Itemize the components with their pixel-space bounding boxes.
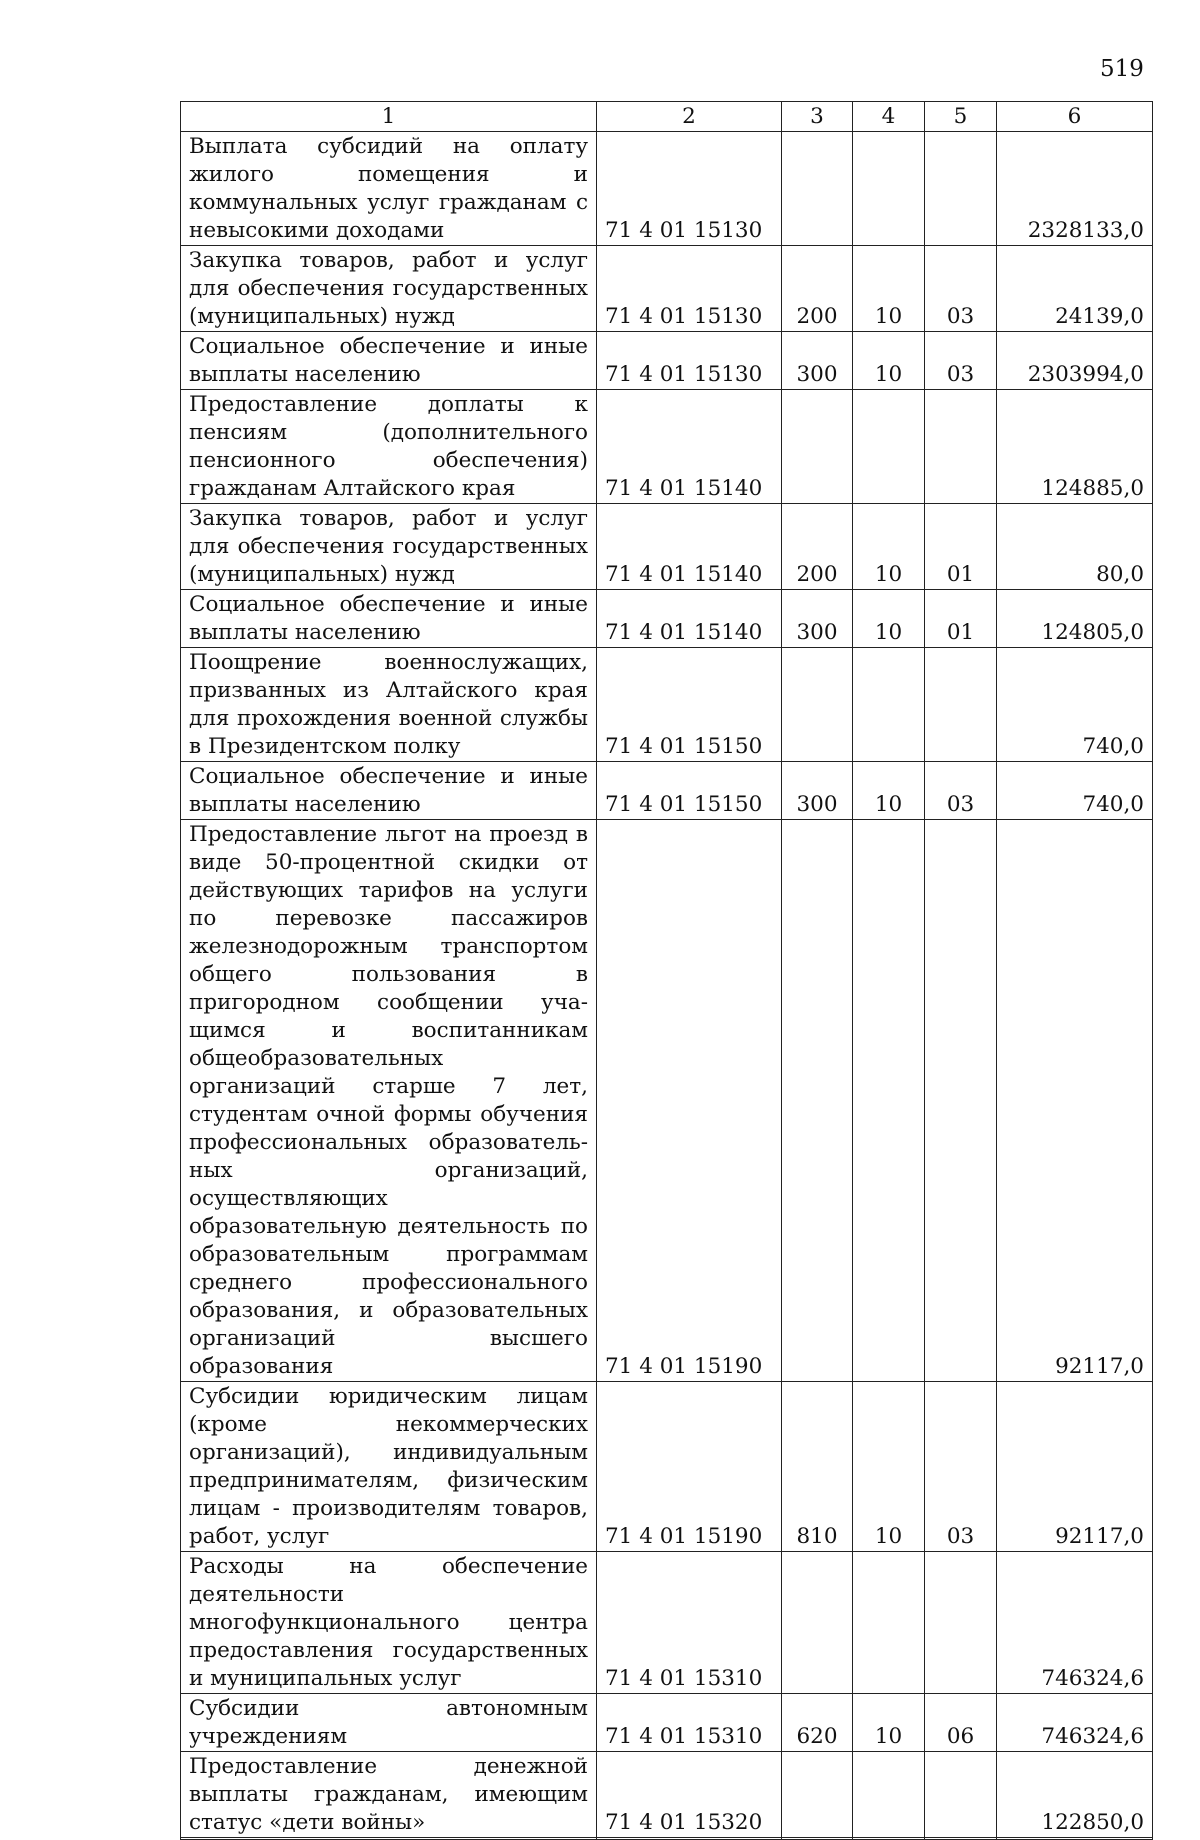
row-description: Выплата субсидий на оплату жилого помещения и коммунальных услуг гражданам с невысокими доходами [181, 132, 597, 246]
row-amount: 92117,0 [997, 1382, 1153, 1552]
row-expense-type [782, 648, 853, 762]
row-code: 71 4 01 15150 [597, 762, 782, 820]
row-description: Субсидии автономным учреждениям [181, 1694, 597, 1752]
column-header: 6 [997, 102, 1153, 132]
row-description: Поощрение военнослужащих, призванных из Алтайского края для прохождения военной службы в Президентском полку [181, 648, 597, 762]
row-code: 71 4 01 15140 [597, 390, 782, 504]
row-section [853, 390, 925, 504]
column-header: 5 [925, 102, 997, 132]
row-expense-type [782, 1552, 853, 1694]
row-description: Закупка товаров, работ и услуг для обеспечения государственных (муниципальных) нужд [181, 504, 597, 590]
table-row [181, 1552, 1153, 1694]
row-amount: 124805,0 [997, 590, 1153, 648]
row-amount: 92117,0 [997, 820, 1153, 1382]
row-subsection [925, 1552, 997, 1694]
row-description: Закупка товаров, работ и услуг для обеспечения государственных (муниципальных) нужд [181, 246, 597, 332]
row-expense-type: 300 [782, 590, 853, 648]
row-expense-type [782, 1752, 853, 1838]
row-expense-type [782, 820, 853, 1382]
row-amount: 2303994,0 [997, 332, 1153, 390]
table-row [181, 1382, 1153, 1552]
row-section [853, 1752, 925, 1838]
table-row [181, 390, 1153, 504]
row-subsection [925, 390, 997, 504]
row-section: 10 [853, 246, 925, 332]
row-code: 71 4 01 15190 [597, 1382, 782, 1552]
row-code: 71 4 01 15310 [597, 1552, 782, 1694]
table-row [181, 504, 1153, 590]
row-description: Социальное обеспечение и иные выплаты населению [181, 332, 597, 390]
row-expense-type: 810 [782, 1382, 853, 1552]
row-code: 71 4 01 15130 [597, 132, 782, 246]
row-description: Предоставление льгот на проезд в виде 50-процентной скидки от действующих тарифов на услуги по перевозке пассажиров железнодорожным транспортом общего пользования в пригородном сообщении учащимся и воспитанникам общеобразовательных организаций старше 7 лет, студентам очной формы обучения профессиональных образовательных организаций, осуществляющих образовательную деятельность по образовательным программам среднего профессионального образования, и образовательных организаций высшего образования [181, 820, 597, 1382]
row-subsection: 06 [925, 1694, 997, 1752]
table-row [181, 332, 1153, 390]
row-subsection: 01 [925, 504, 997, 590]
table-row [181, 820, 1153, 1382]
row-amount: 24139,0 [997, 246, 1153, 332]
row-section [853, 132, 925, 246]
column-header: 4 [853, 102, 925, 132]
table-row [181, 132, 1153, 246]
row-amount: 746324,6 [997, 1694, 1153, 1752]
row-subsection: 03 [925, 762, 997, 820]
row-section: 10 [853, 762, 925, 820]
table-row [181, 762, 1153, 820]
row-code: 71 4 01 15130 [597, 332, 782, 390]
row-expense-type: 200 [782, 504, 853, 590]
page-number: 519 [1100, 56, 1144, 82]
row-expense-type: 200 [782, 246, 853, 332]
column-header: 3 [782, 102, 853, 132]
row-code: 71 4 01 15320 [597, 1752, 782, 1838]
row-section: 10 [853, 1694, 925, 1752]
row-section: 10 [853, 1382, 925, 1552]
row-subsection [925, 820, 997, 1382]
row-code: 71 4 01 15130 [597, 246, 782, 332]
row-code: 71 4 01 15150 [597, 648, 782, 762]
row-code: 71 4 01 15190 [597, 820, 782, 1382]
row-amount: 740,0 [997, 762, 1153, 820]
row-amount: 2328133,0 [997, 132, 1153, 246]
row-description: Субсидии юридическим лицам (кроме некоммерческих организаций), индивидуальным предпринимателям, физическим лицам - производителям товаров, работ, услуг [181, 1382, 597, 1552]
row-amount: 746324,6 [997, 1552, 1153, 1694]
column-header: 2 [597, 102, 782, 132]
row-amount: 740,0 [997, 648, 1153, 762]
row-expense-type [782, 1838, 853, 1840]
row-expense-type: 620 [782, 1694, 853, 1752]
row-section [853, 1552, 925, 1694]
row-section [853, 1838, 925, 1840]
row-subsection [925, 1838, 997, 1840]
row-code [597, 1838, 782, 1840]
row-description: Предоставление денежной выплаты гражданам, имеющим статус «дети войны» [181, 1752, 597, 1838]
row-code: 71 4 01 15140 [597, 504, 782, 590]
column-header: 1 [181, 102, 597, 132]
table-row [181, 590, 1153, 648]
row-amount [997, 1838, 1153, 1840]
row-expense-type: 300 [782, 332, 853, 390]
row-subsection: 03 [925, 246, 997, 332]
table-row [181, 1694, 1153, 1752]
row-description [181, 1838, 597, 1840]
table-header-row [181, 102, 1153, 132]
row-amount: 122850,0 [997, 1752, 1153, 1838]
row-code: 71 4 01 15140 [597, 590, 782, 648]
row-subsection [925, 132, 997, 246]
row-expense-type [782, 390, 853, 504]
row-expense-type: 300 [782, 762, 853, 820]
row-section: 10 [853, 504, 925, 590]
row-description: Социальное обеспечение и иные выплаты населению [181, 590, 597, 648]
row-description: Расходы на обеспечение деятельности многофункционального центра предоставления государственных и муниципальных услуг [181, 1552, 597, 1694]
row-amount: 80,0 [997, 504, 1153, 590]
table-row [181, 648, 1153, 762]
row-subsection: 03 [925, 332, 997, 390]
table-row [181, 1838, 1153, 1840]
row-description: Социальное обеспечение и иные выплаты населению [181, 762, 597, 820]
row-section: 10 [853, 332, 925, 390]
table-row [181, 1752, 1153, 1838]
row-subsection [925, 1752, 997, 1838]
row-subsection: 01 [925, 590, 997, 648]
row-section [853, 648, 925, 762]
row-section [853, 820, 925, 1382]
row-code: 71 4 01 15310 [597, 1694, 782, 1752]
table-row [181, 246, 1153, 332]
row-description: Предоставление доплаты к пенсиям (дополнительного пенсионного обеспечения) гражданам Алтайского края [181, 390, 597, 504]
row-amount: 124885,0 [997, 390, 1153, 504]
row-section: 10 [853, 590, 925, 648]
budget-table [180, 101, 1153, 1840]
row-subsection [925, 648, 997, 762]
row-expense-type [782, 132, 853, 246]
row-subsection: 03 [925, 1382, 997, 1552]
